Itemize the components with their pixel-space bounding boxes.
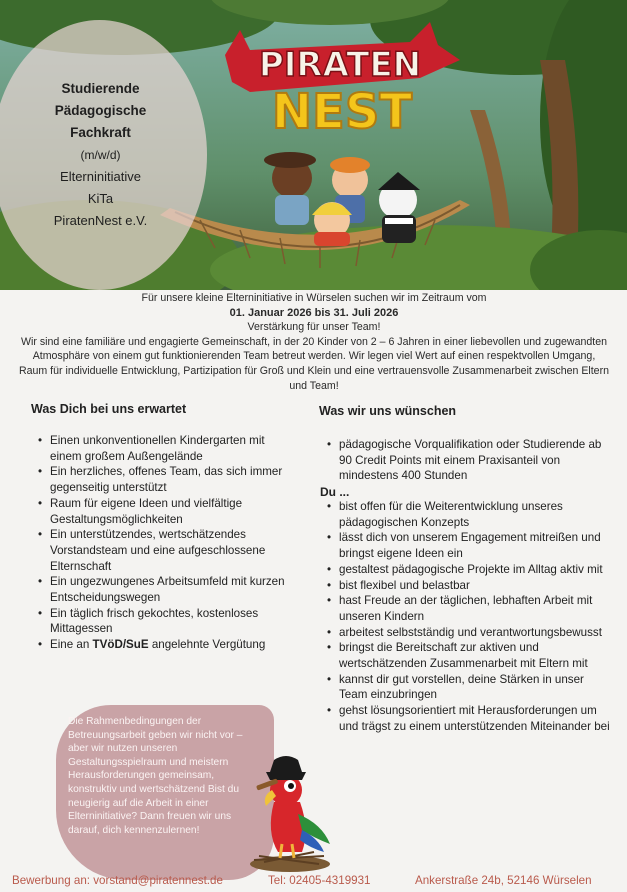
list-item: • bist flexibel und belastbar <box>327 578 612 594</box>
footer <box>0 873 627 892</box>
heading-expectations: Was Dich bei uns erwartet <box>31 402 187 416</box>
org-line1: Elterninitiative <box>60 169 141 184</box>
job-title-line2: Pädagogische <box>54 103 147 118</box>
heading-wishes: Was wir uns wünschen <box>319 404 457 418</box>
org-line2: KiTa <box>87 191 114 206</box>
list-item: • Ein täglich frisch gekochtes, kostenloses Mittagessen <box>38 606 298 637</box>
wishes-list <box>327 499 612 735</box>
salary-bold: TVöD/SuE <box>92 638 149 652</box>
logo-nest: NEST <box>271 84 413 140</box>
list-item: • bringst die Bereitschaft zur aktiven und wertschätzenden Zusammenarbeit mit Eltern mit <box>327 640 612 671</box>
hero-mural <box>0 0 627 290</box>
job-title-block <box>8 78 193 232</box>
list-item: • Ein ungezwungenes Arbeitsumfeld mit kurzen Entscheidungswegen <box>38 574 298 605</box>
intro-text <box>18 291 610 393</box>
list-item: • hast Freude an der täglichen, lebhaften Arbeit mit unseren Kindern <box>327 593 612 624</box>
job-gender: (m/w/d) <box>80 148 121 162</box>
list-item: • gehst lösungsorientiert mit Herausforderungen um und trägst zu einem unterstützenden Miteinander bei <box>327 703 612 734</box>
list-item: • kannst dir gut vorstellen, deine Stärken in unser Team einzubringen <box>327 672 612 703</box>
list-item: • Ein unterstützendes, wertschätzendes Vorstandsteam und eine aufgeschlossene Elternschaft <box>38 527 298 574</box>
list-item: • gestaltest pädagogische Projekte im Alltag aktiv mit <box>327 562 612 578</box>
intro-line1: Für unsere kleine Elterninitiative in Würselen suchen wir im Zeitraum vom <box>141 292 487 304</box>
footer-address: Ankerstraße 24b, 52146 Würselen <box>415 874 592 887</box>
list-item: • arbeitest selbstständig und verantwortungsbewusst <box>327 625 612 641</box>
list-item: • Raum für eigene Ideen und vielfältige Gestaltungsmöglichkeiten <box>38 496 298 527</box>
du-label: Du ... <box>320 485 350 499</box>
list-item: • pädagogische Vorqualifikation oder Studierende ab 90 Credit Points mit einem Praxisanteil von mindestens 400 Stunden <box>327 437 612 484</box>
salary-prefix: Eine an <box>50 638 93 652</box>
salary-suffix: angelehnte Vergütung <box>148 638 266 652</box>
job-title-line1: Studierende <box>61 81 140 96</box>
parrot-illustration <box>244 752 336 872</box>
list-item: • Ein herzliches, offenes Team, das sich immer gegenseitig unterstützt <box>38 464 298 495</box>
footer-email[interactable]: Bewerbung an: vorstand@piratennest.de <box>12 874 223 887</box>
org-line3: PiratenNest e.V. <box>53 213 148 228</box>
intro-paragraph: Wir sind eine familiäre und engagierte Gemeinschaft, in der 20 Kinder von 2 – 6 Jahren in einer liebevollen und zugewandten Atmosphäre von einem gut funktionierenden Team betreut werden. Wir legen viel Wert auf einen respektvollen Umgang, Raum für individuelle Entwicklung, Partizipation für Groß und Klein und eine vertrauensvolle Zusammenarbeit zwischen Eltern und Team! <box>18 335 609 392</box>
job-title-line3: Fachkraft <box>70 125 131 140</box>
logo-piraten: PIRATEN <box>258 45 422 85</box>
list-item: • bist offen für die Weiterentwicklung unseres pädagogischen Konzepts <box>327 499 612 530</box>
list-item: • Einen unkonventionellen Kindergarten mit einem großem Außengelände <box>38 433 298 464</box>
intro-dates: 01. Januar 2026 bis 31. Juli 2026 <box>229 306 399 319</box>
expectations-list <box>38 433 298 653</box>
list-item-salary <box>38 637 298 653</box>
list-item: • lässt dich von unserem Engagement mitreißen und bringst eigene Ideen ein <box>327 530 612 561</box>
footer-phone[interactable]: Tel: 02405-4319931 <box>268 874 371 887</box>
intro-line2: Verstärkung für unser Team! <box>247 321 381 334</box>
qualification-list <box>327 437 612 484</box>
info-box-text: Die Rahmenbedingungen der Betreuungsarbeit geben wir nicht vor – aber wir nutzen unseren Gestaltungsspielraum und meistern Herausforderungen gemeinsam, konstruktiv und wertschätzend Bist du neugierig auf die Arbeit in einer Elterninitiative? Dann freuen wir uns darauf, dich kennenzulernen! <box>68 716 243 836</box>
